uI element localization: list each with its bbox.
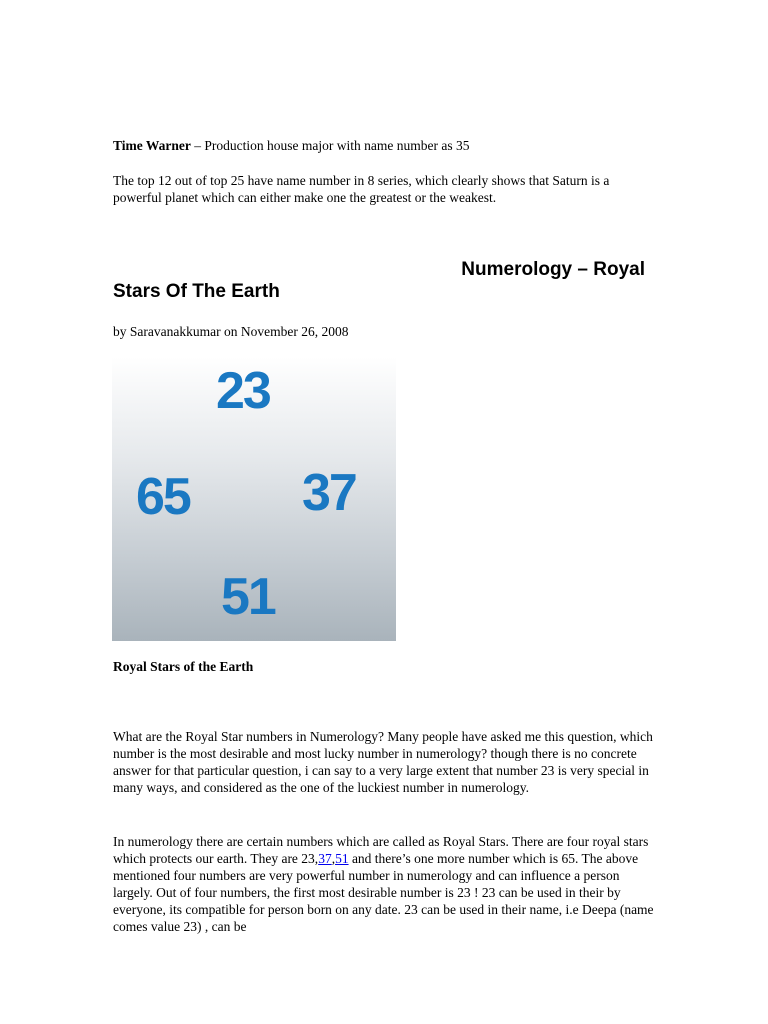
figure-number-bottom: 51 <box>221 568 275 626</box>
article-title-line2: Stars Of The Earth <box>113 281 280 302</box>
para2-text-a: In numerology there are certain numbers which are called as Royal Stars. There are four royal stars which protects our earth. They are 23, <box>113 834 649 866</box>
figure-number-top: 23 <box>216 362 270 420</box>
link-37[interactable]: 37 <box>318 851 332 866</box>
paragraph-royal-star-intro: What are the Royal Star numbers in Numerology? Many people have asked me this question, which number is the most desirable and most lucky number in numerology? though there is no concrete answer for that particular question, i can say to a very large extent that number 23 is very special in many ways, and considered as the one of the luckiest number in numerology. <box>113 729 653 795</box>
figure-number-right: 37 <box>302 464 356 522</box>
figure-caption: Royal Stars of the Earth <box>113 659 254 674</box>
time-warner-line <box>113 137 658 154</box>
link-51[interactable]: 51 <box>335 851 349 866</box>
article-title <box>113 259 658 303</box>
para2-text-b: and there’s one more number which is 65. The above mentioned four numbers are very powerful number in numerology and can influence a person largely. Out of four numbers, the first most desirable number is 23 ! 23 can be used in their by everyone, its compatible for person born on any date. 23 can be used in their name, i.e Deepa (name comes value 23) , can be <box>113 851 654 934</box>
top12-paragraph: The top 12 out of top 25 have name number in 8 series, which clearly shows that Saturn is a powerful planet which can either make one the greatest or the weakest. <box>113 173 610 205</box>
paragraph-royal-stars <box>113 833 658 935</box>
royal-stars-image <box>112 357 396 641</box>
figure-number-left: 65 <box>136 468 190 526</box>
byline: by Saravanakkumar on November 26, 2008 <box>113 324 349 339</box>
time-warner-text: – Production house major with name number as 35 <box>190 138 470 153</box>
para2-comma: , <box>331 851 336 866</box>
article-title-line1: Numerology – Royal <box>461 259 645 280</box>
time-warner-label: Time Warner <box>113 138 191 153</box>
